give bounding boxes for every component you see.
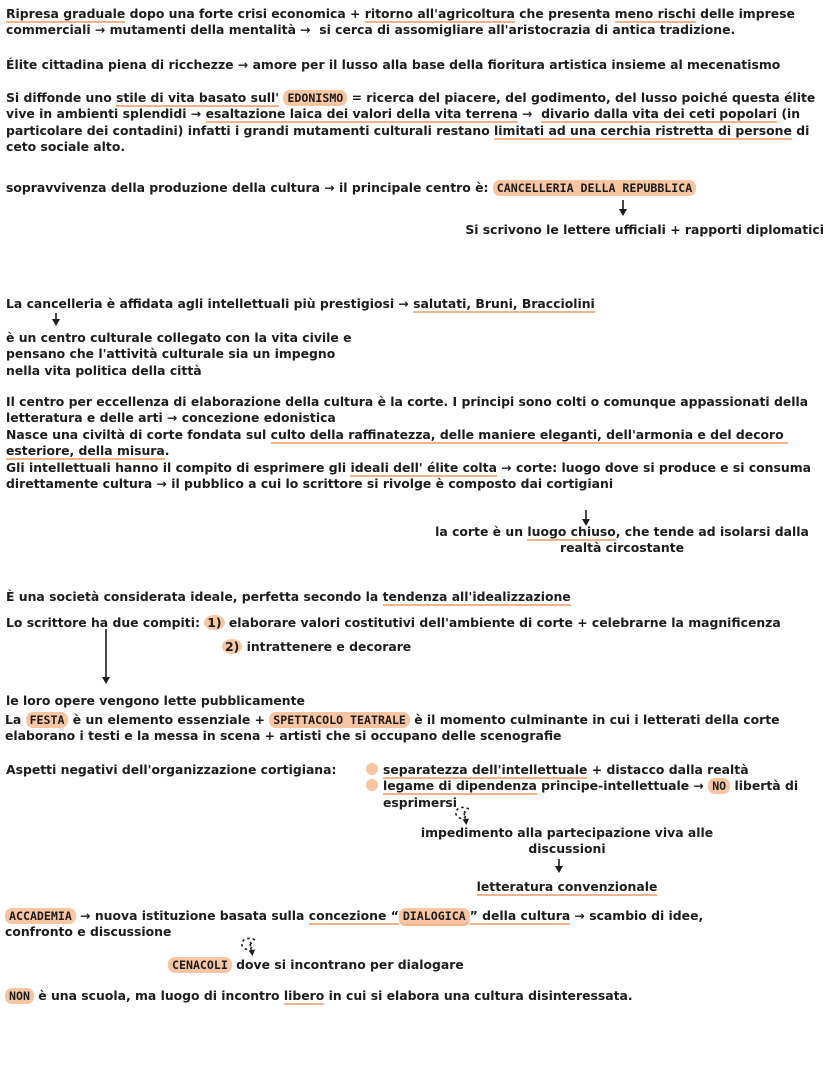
circled-number: 1) bbox=[204, 615, 224, 630]
para-corte bbox=[6, 394, 824, 492]
underlined-phrase: separatezza dell'intellettuale bbox=[383, 762, 588, 777]
para-sopravvivenza bbox=[6, 180, 820, 196]
para-non-scuola bbox=[5, 988, 823, 1004]
para-cancelleria-intellettuali bbox=[6, 296, 820, 312]
text-run: principe-intellettuale → bbox=[536, 778, 709, 794]
para-elite bbox=[6, 57, 820, 73]
para-festa bbox=[5, 712, 825, 745]
text-run: La bbox=[5, 712, 26, 727]
text-run: è il momento culminante in cui i letterati della corte elaborano i testi e la messa in scena + artisti che si occupano delle scenografie bbox=[5, 712, 784, 744]
text-run: Élite cittadina piena di ricchezze → amore per il lusso alla base della fioritura artistica insieme al mecenatismo bbox=[6, 57, 781, 72]
underlined-phrase: salutati, Bruni, Bracciolini bbox=[413, 296, 595, 311]
text-run: → bbox=[517, 106, 542, 122]
text-run: Il centro per eccellenza di elaborazione della cultura è la corte. I principi sono colti o comunque appassionati della letteratura e delle arti → concezione edonistica bbox=[6, 394, 813, 426]
text-run: è un elemento essenziale + bbox=[68, 712, 270, 727]
text-run: confronto e discussione bbox=[5, 924, 172, 940]
text-run: intrattenere e decorare bbox=[242, 639, 412, 654]
para-compito-2 bbox=[222, 639, 622, 655]
text-run: è un centro culturale collegato con la vita civile e bbox=[6, 330, 352, 345]
underlined-phrase: esaltazione laica dei valori della vita terrena bbox=[205, 106, 518, 122]
text-run: che presenta bbox=[514, 6, 615, 21]
para-ripresa bbox=[6, 6, 820, 39]
text-run: Nasce una civiltà di corte fondata sul bbox=[6, 426, 271, 442]
text-run: → corte: luogo dove si produce e si consuma direttamente cultura → il pubblico a cui lo scrittore si rivolge è composto dai cortigiani bbox=[6, 459, 816, 492]
underlined-phrase: limitati ad una cerchia ristretta di persone bbox=[494, 122, 792, 138]
text-run: è una scuola, ma luogo di incontro bbox=[33, 988, 284, 1003]
text-run: → nuova istituzione basata sulla bbox=[75, 908, 309, 923]
highlighted-term: EDONISMO bbox=[283, 90, 347, 106]
text-run: (in particolare dei contadini) infatti i grandi mutamenti culturali restano bbox=[6, 106, 805, 138]
para-lettere-ufficiali bbox=[424, 222, 824, 238]
highlighted-term: CANCELLERIA DELLA REPUBBLICA bbox=[493, 180, 696, 196]
highlighted-term: CENACOLI bbox=[168, 957, 232, 973]
underlined-phrase: tendenza all'idealizzazione bbox=[382, 589, 571, 604]
text-run: elaborare valori costitutivi dell'ambiente di corte + celebrarne la magnificenza bbox=[224, 615, 781, 630]
para-aspetti-list bbox=[366, 762, 828, 811]
bullet-dot-icon bbox=[366, 763, 378, 775]
text-run: delle imprese commerciali → mutamenti della mentalità → si cerca di assomigliare all'aristocrazia di antica tradizione. bbox=[6, 6, 800, 38]
highlighted-term: SPETTACOLO TEATRALE bbox=[269, 712, 410, 728]
para-luogo-chiuso bbox=[420, 524, 824, 557]
text-run: La cancelleria è affidata agli intellettuali più prestigiosi → bbox=[6, 296, 414, 311]
underlined-phrase: libero bbox=[283, 988, 325, 1003]
underlined-phrase: concezione “ bbox=[308, 908, 399, 923]
text-run: dove si incontrano per dialogare bbox=[231, 957, 464, 972]
text-run: Si scrivono le lettere ufficiali + rapporti diplomatici bbox=[465, 222, 824, 237]
text-run: Lo scrittore ha due compiti: bbox=[6, 615, 205, 630]
circled-number: 2) bbox=[222, 639, 242, 654]
text-run: libertà di bbox=[730, 778, 799, 794]
text-run: Aspetti negativi dell'organizzazione cortigiana: bbox=[6, 762, 337, 777]
text-run: , che tende ad isolarsi dalla realtà circostante bbox=[559, 524, 814, 556]
text-run: . bbox=[164, 443, 170, 459]
underlined-phrase: stile di vita basato sull' bbox=[116, 90, 280, 105]
para-letteratura-convenzionale bbox=[412, 879, 722, 895]
text-run: È una società considerata ideale, perfetta secondo la bbox=[6, 589, 383, 604]
text-run: pensano che l'attività culturale sia un impegno bbox=[6, 346, 336, 362]
para-centro-culturale bbox=[6, 330, 526, 379]
para-cenacoli bbox=[168, 957, 688, 973]
highlighted-term: ACCADEMIA bbox=[5, 908, 76, 924]
para-societa-ideale bbox=[6, 589, 820, 605]
text-run: Si diffonde uno bbox=[6, 90, 117, 105]
underlined-phrase: divario dalla vita dei ceti popolari bbox=[541, 106, 778, 122]
highlighted-term: NON bbox=[5, 988, 34, 1004]
underlined-phrase: letteratura convenzionale bbox=[476, 879, 658, 894]
text-run: + distacco dalla realtà bbox=[587, 762, 749, 777]
down-arrow-icon bbox=[50, 313, 62, 326]
text-run: di ceto sociale alto. bbox=[6, 122, 814, 155]
underlined-phrase: ” della cultura bbox=[469, 908, 571, 923]
underlined-phrase: meno rischi bbox=[614, 6, 696, 21]
down-arrow-icon bbox=[617, 200, 629, 216]
text-run: la corte è un bbox=[435, 524, 528, 539]
underlined-phrase: ideali dell' élite colta bbox=[350, 459, 497, 475]
highlighted-term: NO bbox=[708, 778, 730, 794]
text-run: Gli intellettuali hanno il compito di esprimere gli bbox=[6, 459, 351, 475]
down-arrow-icon bbox=[100, 629, 112, 684]
highlighted-term: FESTA bbox=[26, 712, 69, 728]
para-impedimento bbox=[412, 825, 722, 858]
underlined-phrase: Ripresa graduale bbox=[6, 6, 126, 21]
text-run: in cui si elabora una cultura disinteressata. bbox=[324, 988, 633, 1003]
text-run: esprimersi bbox=[383, 794, 458, 810]
para-edonismo bbox=[6, 90, 824, 156]
bullet-dot-icon bbox=[366, 779, 378, 791]
underlined-phrase: luogo chiuso bbox=[527, 524, 616, 539]
text-run: sopravvivenza della produzione della cultura → il principale centro è: bbox=[6, 180, 493, 195]
text-run: = ricerca del piacere, del godimento, del lusso poiché questa élite vive in ambienti splendidi → bbox=[6, 90, 820, 122]
down-arrow-icon bbox=[553, 859, 565, 873]
para-aspetti-label bbox=[6, 762, 366, 778]
underlined-phrase: legame di dipendenza bbox=[383, 778, 537, 794]
highlighted-term: DIALOGICA bbox=[399, 908, 470, 926]
para-accademia bbox=[5, 908, 823, 941]
para-compiti-scrittore bbox=[6, 615, 824, 631]
text-run: dopo una forte crisi economica + bbox=[125, 6, 365, 21]
para-opere bbox=[6, 693, 606, 709]
text-run: → scambio di idee, bbox=[570, 908, 704, 923]
text-run: nella vita politica della città bbox=[6, 362, 202, 378]
text-run: le loro opere vengono lette pubblicamente bbox=[6, 693, 305, 708]
underlined-phrase: culto della raffinatezza, delle maniere eleganti, dell'armonia e del decoro esteriore, della misura bbox=[6, 426, 789, 459]
text-run: impedimento alla partecipazione viva alle discussioni bbox=[420, 825, 718, 857]
underlined-phrase: ritorno all'agricoltura bbox=[364, 6, 515, 21]
